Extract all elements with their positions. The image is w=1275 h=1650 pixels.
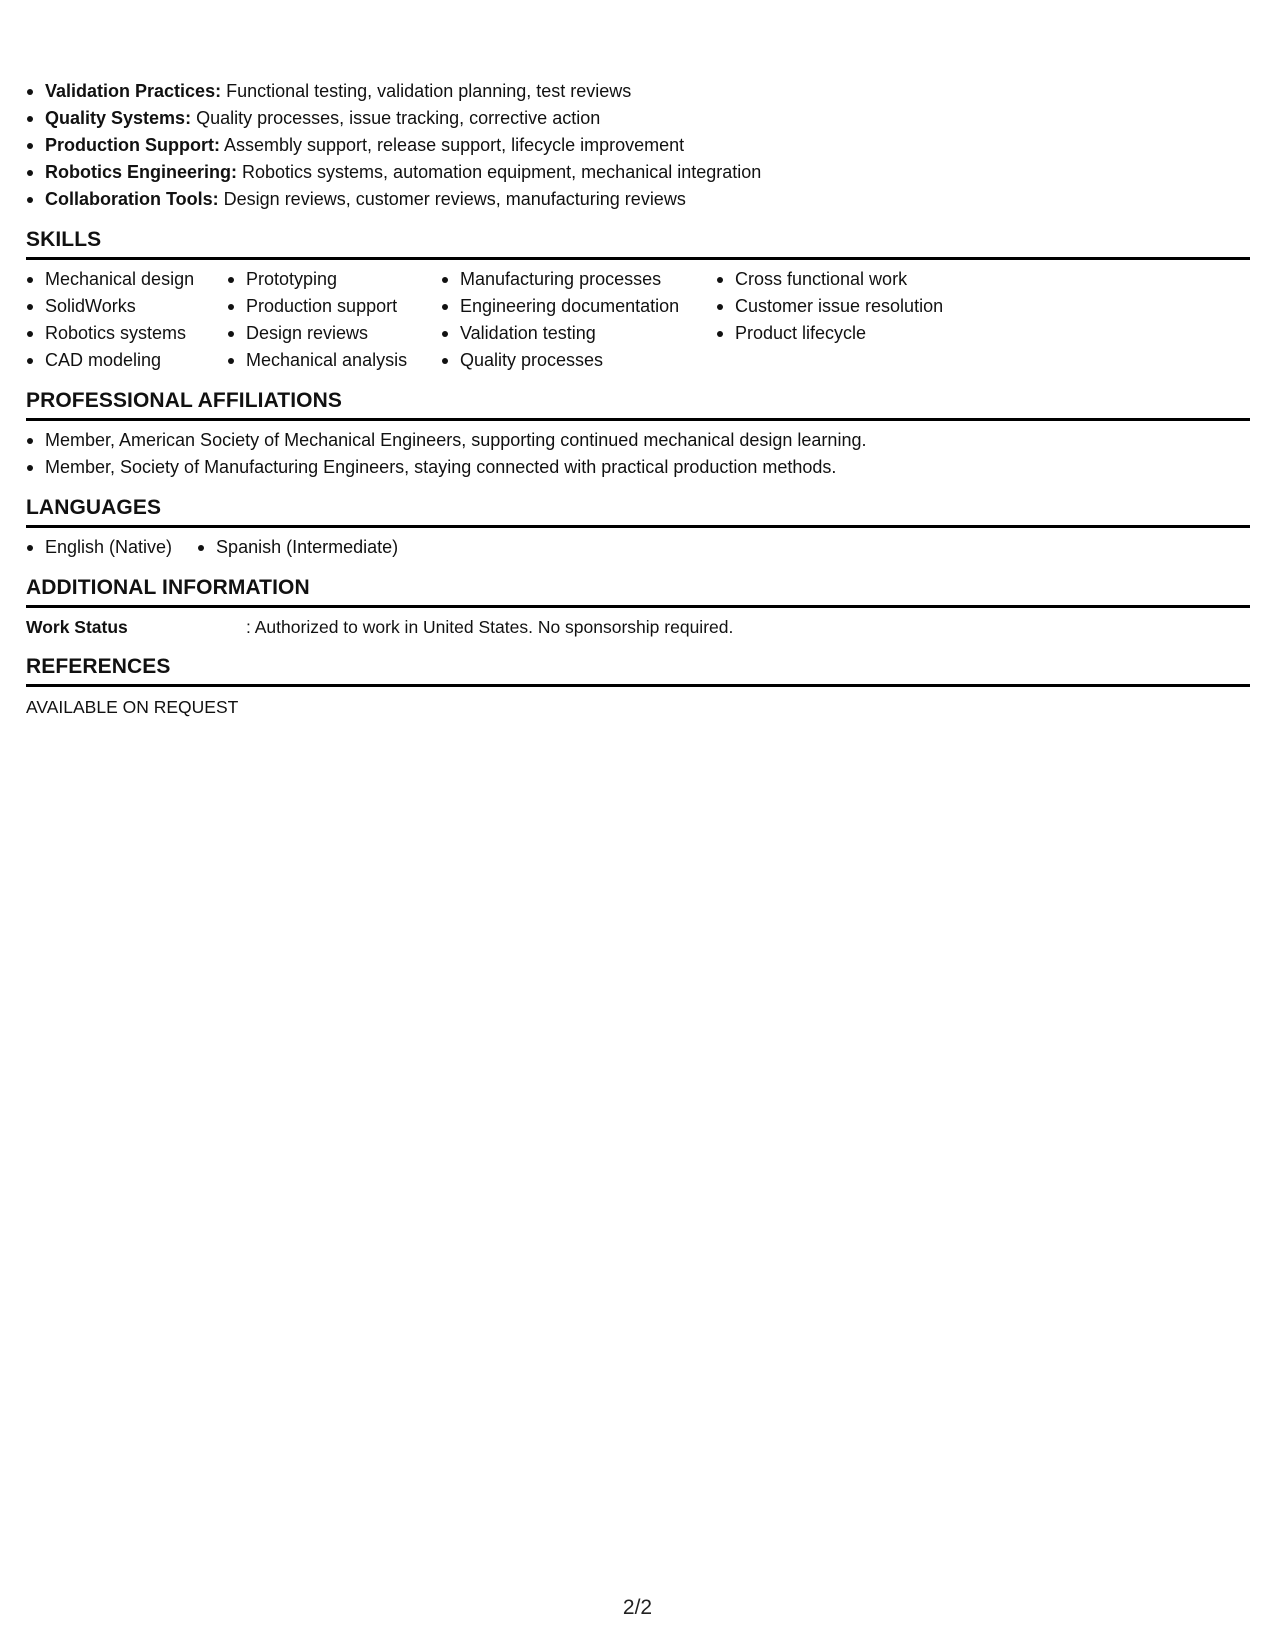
affiliation-item: Member, Society of Manufacturing Engineers, staying connected with practical production methods. bbox=[26, 454, 1250, 481]
skill-item: Mechanical design bbox=[26, 266, 227, 293]
skills-grid bbox=[26, 266, 1250, 374]
references-text: AVAILABLE ON REQUEST bbox=[26, 697, 239, 717]
affiliations-section bbox=[26, 388, 1250, 481]
list-item bbox=[26, 186, 1250, 213]
languages-section bbox=[26, 495, 1250, 561]
skill-item: Validation testing bbox=[441, 320, 716, 347]
competency-label: Quality Systems: bbox=[45, 108, 192, 128]
competency-text: Functional testing, validation planning, test reviews bbox=[221, 81, 632, 101]
competency-text: Robotics systems, automation equipment, mechanical integration bbox=[237, 162, 762, 182]
skills-column bbox=[26, 266, 227, 374]
additional-info-heading: ADDITIONAL INFORMATION bbox=[26, 575, 1250, 608]
skill-item: Engineering documentation bbox=[441, 293, 716, 320]
competency-label: Collaboration Tools: bbox=[45, 189, 219, 209]
list-item bbox=[26, 78, 1250, 105]
list-item bbox=[26, 105, 1250, 132]
competencies-list bbox=[26, 78, 1250, 213]
list-item bbox=[26, 159, 1250, 186]
page-number: 2/2 bbox=[622, 1596, 653, 1619]
references-section bbox=[26, 654, 1250, 721]
language-item: English (Native) bbox=[26, 534, 172, 561]
skill-item: Robotics systems bbox=[26, 320, 227, 347]
competency-text: Design reviews, customer reviews, manufacturing reviews bbox=[218, 189, 686, 209]
skill-item: Customer issue resolution bbox=[716, 293, 1016, 320]
skills-section bbox=[26, 227, 1250, 374]
additional-info-section bbox=[26, 575, 1250, 640]
competency-label: Production Support: bbox=[45, 135, 220, 155]
language-item: Spanish (Intermediate) bbox=[197, 534, 398, 561]
competency-text: Quality processes, issue tracking, corrective action bbox=[191, 108, 601, 128]
work-status-label: Work Status bbox=[26, 617, 128, 637]
work-status-value: : Authorized to work in United States. No sponsorship required. bbox=[246, 617, 734, 637]
affiliations-heading: PROFESSIONAL AFFILIATIONS bbox=[26, 388, 1250, 421]
skill-item: CAD modeling bbox=[26, 347, 227, 374]
skill-item: Design reviews bbox=[227, 320, 441, 347]
competency-text: Assembly support, release support, lifecycle improvement bbox=[219, 135, 685, 155]
skills-column bbox=[441, 266, 716, 374]
competency-label: Robotics Engineering: bbox=[45, 162, 238, 182]
skill-item: Prototyping bbox=[227, 266, 441, 293]
skills-heading: SKILLS bbox=[26, 227, 1250, 260]
languages-heading: LANGUAGES bbox=[26, 495, 1250, 528]
skill-item: SolidWorks bbox=[26, 293, 227, 320]
skill-item: Manufacturing processes bbox=[441, 266, 716, 293]
skill-item: Production support bbox=[227, 293, 441, 320]
languages-list bbox=[26, 534, 1250, 561]
skill-item: Quality processes bbox=[441, 347, 716, 374]
list-item bbox=[26, 132, 1250, 159]
skill-item: Product lifecycle bbox=[716, 320, 1016, 347]
skills-column bbox=[716, 266, 1016, 374]
affiliations-list bbox=[26, 427, 1250, 481]
competency-label: Validation Practices: bbox=[45, 81, 222, 101]
references-heading: REFERENCES bbox=[26, 654, 1250, 687]
skill-item: Mechanical analysis bbox=[227, 347, 441, 374]
work-status-row bbox=[26, 614, 1250, 640]
skills-column bbox=[227, 266, 441, 374]
resume-page bbox=[26, 78, 1250, 721]
skill-item: Cross functional work bbox=[716, 266, 1016, 293]
affiliation-item: Member, American Society of Mechanical Engineers, supporting continued mechanical design learning. bbox=[26, 427, 1250, 454]
